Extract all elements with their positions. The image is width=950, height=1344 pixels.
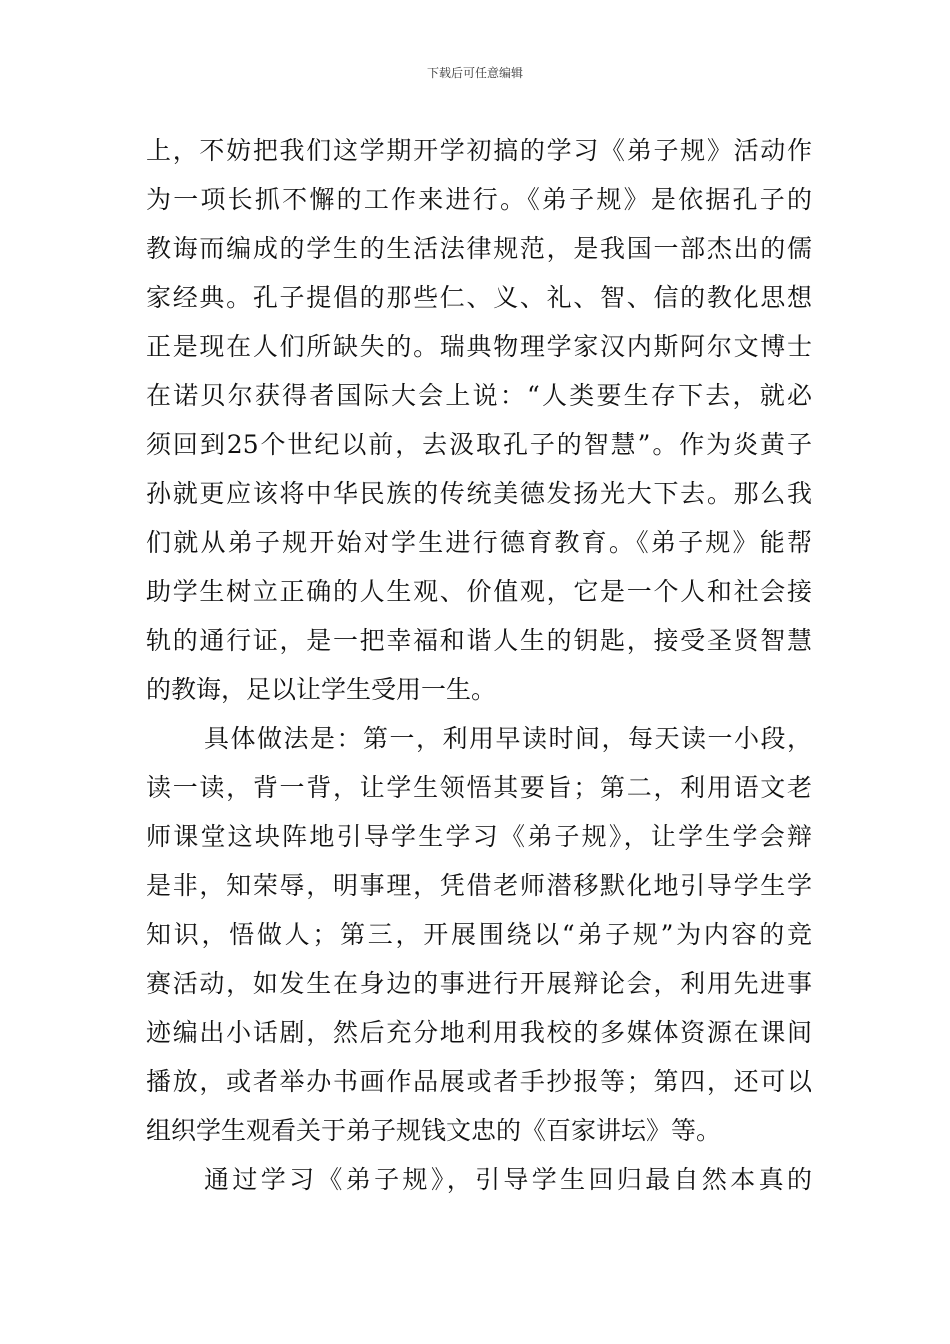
paragraph-2 xyxy=(146,714,812,1155)
text-line: 在诺贝尔获得者国际大会上说：“人类要生存下去，就必 xyxy=(146,381,812,410)
text-line: 为一项长抓不懈的工作来进行。《弟子规》是依据孔子的 xyxy=(146,185,812,214)
text-line: 正是现在人们所缺失的。瑞典物理学家汉内斯阿尔文博士 xyxy=(146,332,812,361)
text-line: 助学生树立正确的人生观、价值观，它是一个人和社会接 xyxy=(146,577,812,606)
text-line: 教诲而编成的学生的生活法律规范，是我国一部杰出的儒 xyxy=(146,234,812,263)
text-line: 师课堂这块阵地引导学生学习《弟子规》，让学生学会辩 xyxy=(146,822,812,851)
text-line: 组织学生观看关于弟子规钱文忠的《百家讲坛》等。 xyxy=(146,1116,722,1145)
text-line: 具体做法是：第一，利用早读时间，每天读一小段， xyxy=(204,724,812,753)
text-line: 播放，或者举办书画作品展或者手抄报等；第四，还可以 xyxy=(146,1067,812,1096)
text-line: 知识，悟做人；第三，开展围绕以“弟子规”为内容的竞 xyxy=(146,920,812,949)
text-line: 孙就更应该将中华民族的传统美德发扬光大下去。那么我 xyxy=(146,479,812,508)
paragraph-1 xyxy=(146,126,812,714)
text-line: 读一读，背一背，让学生领悟其要旨；第二，利用语文老 xyxy=(146,773,812,802)
text-line: 轨的通行证，是一把幸福和谐人生的钥匙，接受圣贤智慧 xyxy=(146,626,812,655)
text-line: 是非，知荣辱，明事理，凭借老师潜移默化地引导学生学 xyxy=(146,871,812,900)
text-line: 须回到25个世纪以前，去汲取孔子的智慧”。作为炎黄子 xyxy=(146,430,812,459)
text-line: 家经典。孔子提倡的那些仁、义、礼、智、信的教化思想 xyxy=(146,283,812,312)
text-line: 迹编出小话剧，然后充分地利用我校的多媒体资源在课间 xyxy=(146,1018,812,1047)
text-line: 们就从弟子规开始对学生进行德育教育。《弟子规》能帮 xyxy=(146,528,812,557)
document-body xyxy=(146,126,812,1204)
text-line: 赛活动，如发生在身边的事进行开展辩论会，利用先进事 xyxy=(146,969,812,998)
text-line: 通过学习《弟子规》，引导学生回归最自然本真的 xyxy=(204,1165,812,1194)
text-line: 上，不妨把我们这学期开学初搞的学习《弟子规》活动作 xyxy=(146,136,812,165)
text-line: 的教诲，足以让学生受用一生。 xyxy=(146,675,497,704)
page-header: 下载后可任意编辑 xyxy=(426,66,523,80)
paragraph-3 xyxy=(146,1155,812,1204)
